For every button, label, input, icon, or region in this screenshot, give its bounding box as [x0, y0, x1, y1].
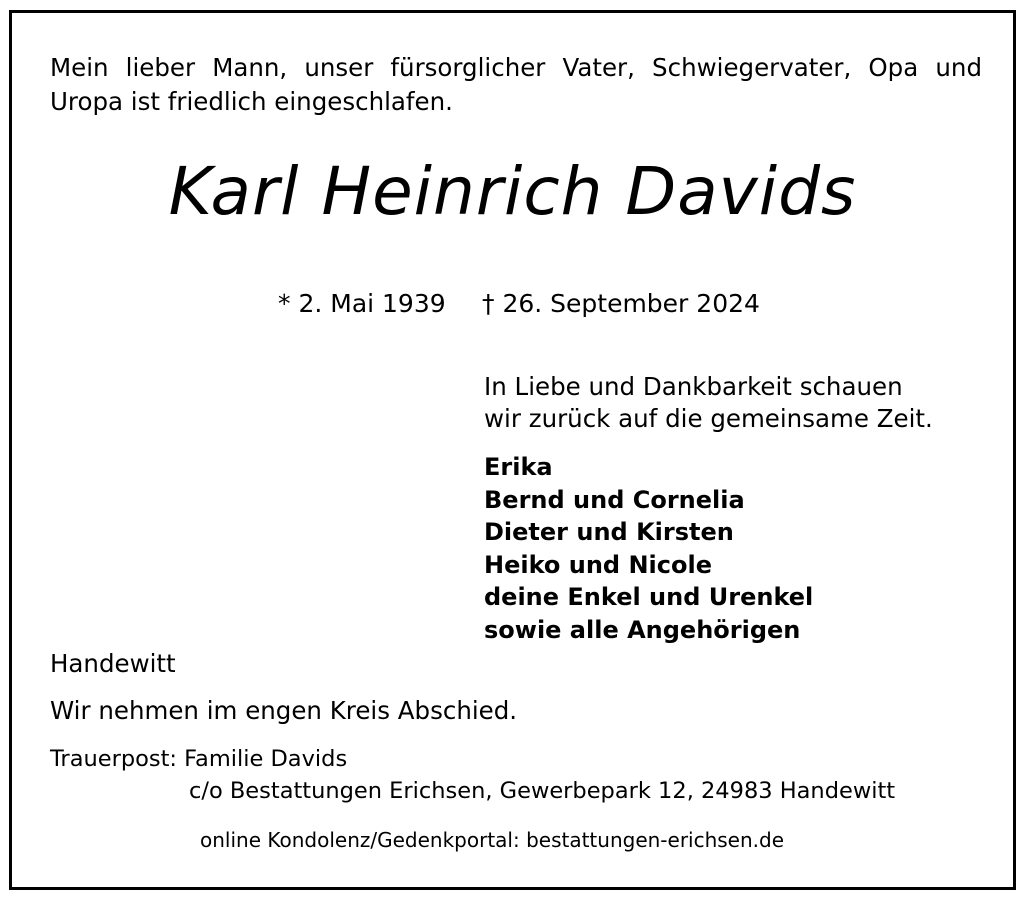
death-date: † 26. September 2024 [482, 289, 760, 318]
online-portal-text: online Kondolenz/Gedenkportal: bestattungen-erichsen.de [200, 828, 785, 852]
deceased-name: Karl Heinrich Davids [168, 153, 857, 230]
family-member: Bernd und Cornelia [484, 485, 745, 514]
intro-text: Mein lieber Mann, unser fürsorglicher Vater, Schwiegervater, Opa und Uropa ist friedlich eingeschlafen. [50, 53, 982, 116]
family-member: deine Enkel und Urenkel [484, 583, 814, 611]
thanks-line: wir zurück auf die gemeinsame Zeit. [484, 404, 933, 433]
obituary-notice [9, 10, 1016, 890]
family-list [484, 451, 813, 646]
thanks-line: In Liebe und Dankbarkeit schauen [484, 372, 903, 401]
family-member: Dieter und Kirsten [484, 518, 734, 546]
family-member: Heiko und Nicole [484, 550, 712, 579]
family-member: Erika [484, 453, 553, 481]
farewell-text: Wir nehmen im engen Kreis Abschied. [50, 696, 518, 725]
thanks-text [484, 371, 933, 435]
place-name: Handewitt [50, 649, 176, 678]
family-member: sowie alle Angehörigen [484, 615, 801, 644]
trauerpost-line: Trauerpost: Familie Davids [50, 746, 348, 772]
trauerpost-address: c/o Bestattungen Erichsen, Gewerbepark 12, 24983 Handewitt [189, 778, 896, 804]
birth-date: * 2. Mai 1939 [278, 289, 446, 318]
